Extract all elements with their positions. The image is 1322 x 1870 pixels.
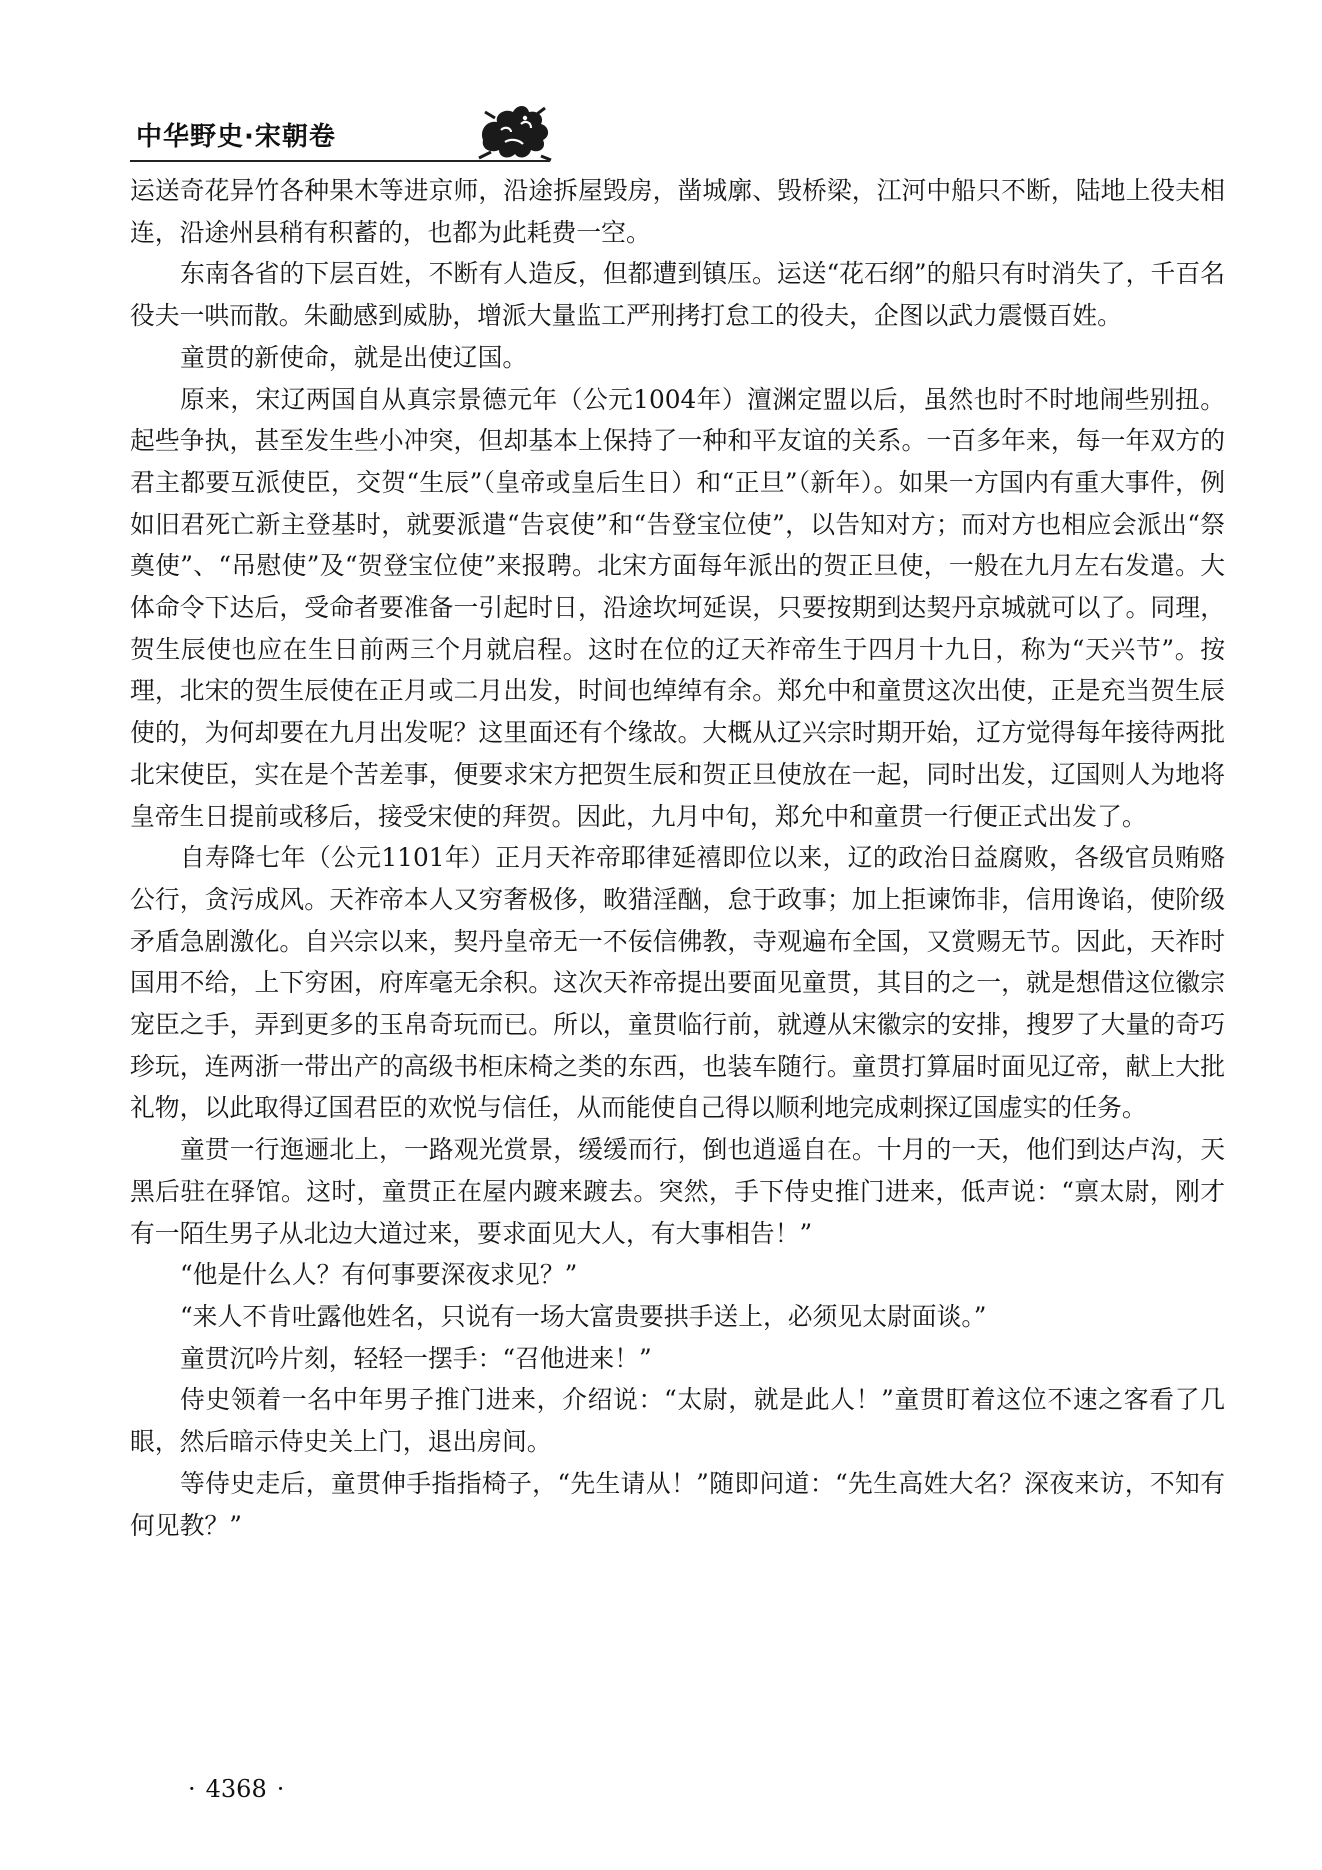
paragraph: 童贯一行迤逦北上，一路观光赏景，缓缓而行，倒也逍遥自在。十月的一天，他们到达卢沟，天黑后驻在驿馆。这时，童贯正在屋内踱来踱去。突然，手下侍史推门进来，低声说：“禀太尉，刚才有一陌生男子从北边大道过来，要求面见大人，有大事相告！” bbox=[130, 1135, 1225, 1248]
header-rule bbox=[130, 160, 550, 162]
page-number-value: 4368 bbox=[205, 1775, 267, 1803]
page-number bbox=[178, 1775, 294, 1803]
paragraph: 等侍史走后，童贯伸手指指椅子，“先生请从！”随即问道：“先生高姓大名？深夜来访，不知有何见教？” bbox=[130, 1468, 1225, 1540]
paragraph: 运送奇花异竹各种果木等进京师，沿途拆屋毁房，凿城廓、毁桥梁，江河中船只不断，陆地上役夫相连，沿途州县稍有积蓄的，也都为此耗费一空。 bbox=[130, 176, 1225, 247]
paragraph: 自寿降七年（公元1101年）正月天祚帝耶律延禧即位以来，辽的政治日益腐败，各级官员贿赂公行，贪污成风。天祚帝本人又穷奢极侈，畋猎淫酗，怠于政事；加上拒谏饰非，信用谗谄，使阶级矛盾急剧激化。自兴宗以来，契丹皇帝无一不佞信佛教，寺观遍布全国，又赏赐无节。因此，天祚时国用不给，上下穷困，府库毫无余积。这次天祚帝提出要面见童贯，其目的之一，就是想借这位徽宗宠臣之手，弄到更多的玉帛奇玩而已。所以，童贯临行前，就遵从宋徽宗的安排，搜罗了大量的奇巧珍玩，连两浙一带出产的高级书柜床椅之类的东西，也装车随行。童贯打算届时面见辽帝，献上大批礼物，以此取得辽国君臣的欢悦与信任，从而能使自己得以顺利地完成刺探辽国虚实的任务。 bbox=[130, 843, 1225, 1123]
body-text bbox=[130, 170, 1225, 1546]
paragraph: “来人不肯吐露他姓名，只说有一场大富贵要拱手送上，必须见太尉面谈。” bbox=[180, 1301, 987, 1331]
paragraph: 童贯的新使命，就是出使辽国。 bbox=[180, 342, 528, 372]
dragon-emblem-icon bbox=[475, 100, 555, 166]
running-head bbox=[130, 110, 570, 162]
paragraph: 原来，宋辽两国自从真宗景德元年（公元1004年）澶渊定盟以后，虽然也时不时地闹些别扭。起些争执，甚至发生些小冲突，但却基本上保持了一种和平友谊的关系。一百多年来，每一年双方的君主都要互派使臣，交贺“生辰”（皇帝或皇后生日）和“正旦”（新年）。如果一方国内有重大事件，例如旧君死亡新主登基时，就要派遣“告哀使”和“告登宝位使”，以告知对方；而对方也相应会派出“祭奠使”、“吊慰使”及“贺登宝位使”来报聘。北宋方面每年派出的贺正旦使，一般在九月左右发遣。大体命令下达后，受命者要准备一引起时日，沿途坎坷延误，只要按期到达契丹京城就可以了。同理，贺生辰使也应在生日前两三个月就启程。这时在位的辽天祚帝生于四月十九日，称为“天兴节”。按理，北宋的贺生辰使在正月或二月出发，时间也绰绰有余。郑允中和童贯这次出使，正是充当贺生辰使的，为何却要在九月出发呢？这里面还有个缘故。大概从辽兴宗时期开始，辽方觉得每年接待两批北宋使臣，实在是个苦差事，便要求宋方把贺生辰和贺正旦使放在一起，同时出发，辽国则人为地将皇帝生日提前或移后，接受宋使的拜贺。因此，九月中旬，郑允中和童贯一行便正式出发了。 bbox=[130, 384, 1225, 831]
series-title: 中华野史·宋朝卷 bbox=[136, 122, 336, 152]
paragraph: 侍史领着一名中年男子推门进来，介绍说：“太尉，就是此人！”童贯盯着这位不速之客看了几眼，然后暗示侍史关上门，退出房间。 bbox=[130, 1385, 1225, 1457]
paragraph: 东南各省的下层百姓，不断有人造反，但都遭到镇压。运送“花石纲”的船只有时消失了，千百名役夫一哄而散。朱勔感到威胁，增派大量监工严刑拷打怠工的役夫，企图以武力震慑百姓。 bbox=[130, 259, 1225, 331]
folio-bullet-left: · bbox=[188, 1775, 196, 1803]
paragraph: 童贯沉吟片刻，轻轻一摆手：“召他进来！” bbox=[180, 1343, 652, 1373]
paragraph: “他是什么人？有何事要深夜求见？” bbox=[180, 1260, 578, 1290]
folio-bullet-right: · bbox=[276, 1775, 285, 1803]
